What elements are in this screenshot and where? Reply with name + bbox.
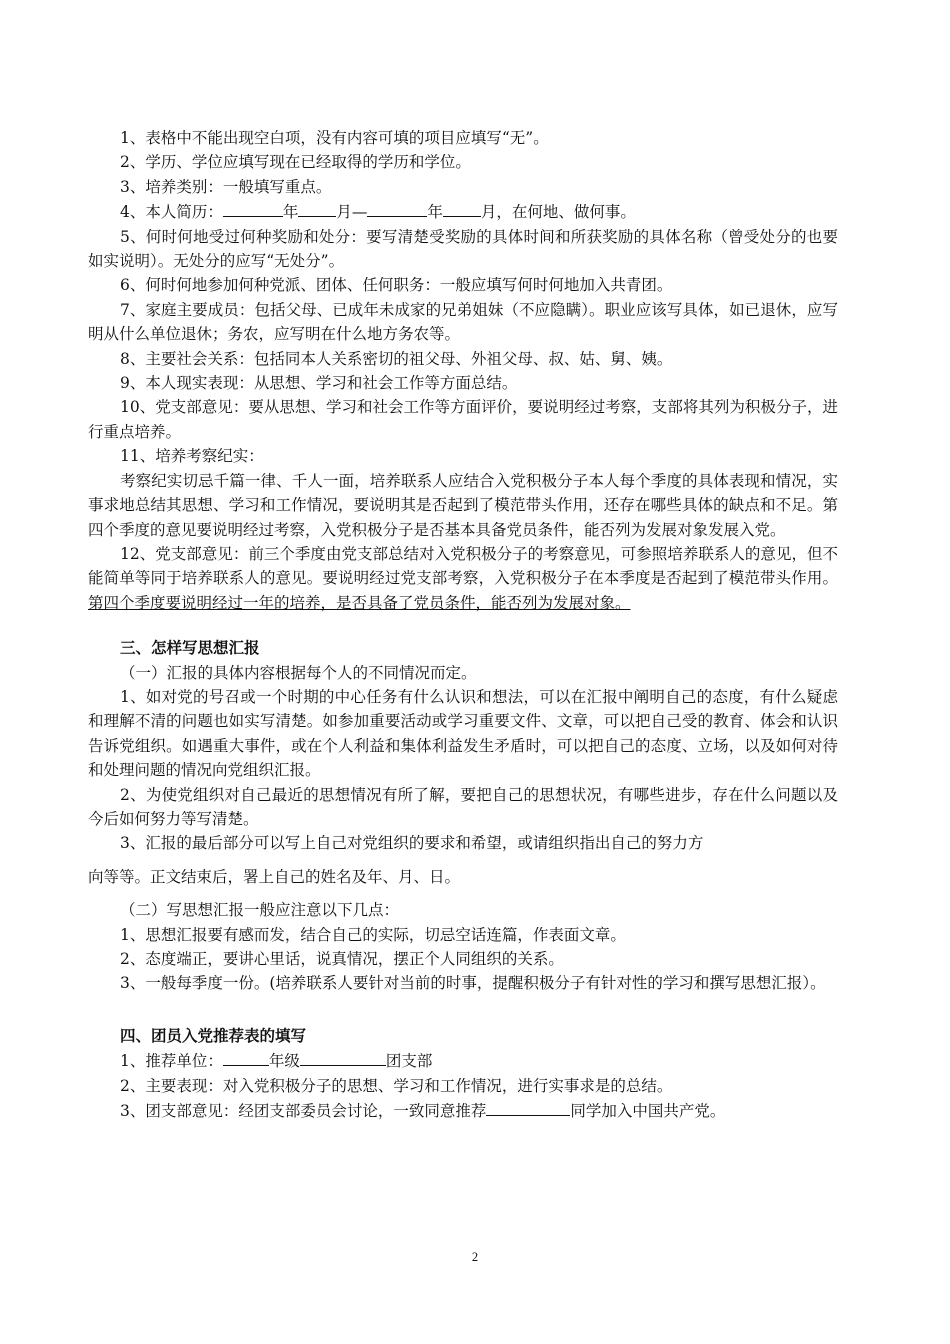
instruction-item: 7、家庭主要成员：包括父母、已成年未成家的兄弟姐妹（不应隐瞒）。职业应该写具体，如已退休，应写明从什么单位退休；务农，应写明在什么地方务农等。: [88, 300, 838, 344]
instruction-item: 1、表格中不能出现空白项，没有内容可填的项目应填写“无”。: [120, 129, 549, 147]
fill-blank: [298, 199, 336, 217]
instruction-item: 2、学历、学位应填写现在已经取得的学历和学位。: [120, 153, 471, 172]
body-paragraph: 3、汇报的最后部分可以写上自己对党组织的要求和希望，或请组织指出自己的努力方: [120, 834, 704, 853]
instruction-item-12: 12、党支部意见：前三个季度由党支部总结对入党积极分子的考察意见，可参照培养联系人的意见，但不能简单等同于培养联系人的意见。要说明经过党支部考察，入党积极分子在本季度是否起到了模范带头作用。第四个季度要说明经过一年的培养，是否具备了党员条件，能否列为发展对象。: [88, 544, 838, 612]
form-item-unit: 1、推荐单位： 年级 团支部: [88, 1048, 838, 1073]
body-paragraph: 2、为使党组织对自己最近的思想情况有所了解，要把自己的思想状况，有哪些进步，存在什么问题以及今后如何努力等写清楚。: [88, 785, 838, 828]
instruction-item: 5、何时何地受过何种奖励和处分：要写清楚受奖励的具体时间和所获奖励的具体名称（曾受处分的也要如实说明）。无处分的应写“无处分”。: [88, 227, 838, 271]
body-paragraph: 1、如对党的号召或一个时期的中心任务有什么认识和想法，可以在汇报中阐明自己的态度，有什么疑虑和理解不清的问题也如实写清楚。如参加重要活动或学习重要文件、文章，可以把自己受的教育、体会和认识告诉党组织。如遇重大事件，或在个人利益和集体利益发生矛盾时，可以把自己的态度、立场，以及如何对待和处理问题的情况向党组织汇报。: [88, 687, 838, 780]
instruction-item-resume: 4、本人简历： 年 月— 年 月，在何地、做何事。: [88, 199, 838, 224]
underlined-text: 第四个季度要说明经过一年的培养，是否具备了党员条件，能否列为发展对象。: [88, 593, 631, 612]
section-heading: 三、怎样写思想汇报: [120, 638, 260, 658]
fill-blank: [223, 1048, 269, 1066]
instruction-paragraph: 考察纪实切忌千篇一律、千人一面，培养联系人应结合入党积极分子本人每个季度的具体表现和情况，实事求地总结其思想、学习和工作情况，要说明其是否起到了模范带头作用，还存在哪些具体的缺点和不足。第四个季度的意见要说明经过考察，入党积极分子是否基本具备党员条件，能否列为发展对象发展入党。: [88, 471, 838, 539]
subsection-heading: （一）汇报的具体内容根据每个人的不同情况而定。: [120, 663, 477, 682]
instruction-item: 6、何时何地参加何种党派、团体、任何职务：一般应填写何时何地加入共青团。: [120, 276, 673, 295]
body-paragraph-continued: 向等等。正文结束后，署上自己的姓名及年、月、日。: [88, 867, 461, 886]
fill-blank: [443, 199, 481, 217]
fill-blank: [300, 1048, 386, 1066]
page-number: 2: [471, 1250, 479, 1264]
note-item: 3、一般每季度一份。(培养联系人要针对当前的时事，提醒积极分子有针对性的学习和撰写思想汇报）。: [120, 974, 826, 993]
form-item-opinion: 3、团支部意见：经团支部委员会讨论，一致同意推荐 同学加入中国共产党。: [88, 1098, 838, 1123]
document-body: [88, 126, 838, 1123]
instruction-item: 11、培养考察纪实：: [120, 447, 264, 466]
form-item: 2、主要表现：对入党积极分子的思想、学习和工作情况，进行实事求是的总结。: [120, 1076, 673, 1095]
fill-blank: [223, 199, 283, 217]
instruction-item: 8、主要社会关系：包括同本人关系密切的祖父母、外祖父母、叔、姑、舅、姨。: [120, 349, 673, 368]
instruction-item: 3、培养类别：一般填写重点。: [120, 177, 332, 196]
note-item: 1、思想汇报要有感而发，结合自己的实际，切忌空话连篇，作表面文章。: [120, 925, 626, 944]
section-heading: 四、团员入党推荐表的填写: [120, 1025, 307, 1045]
fill-blank: [486, 1098, 570, 1116]
note-item: 2、态度端正，要讲心里话，说真情况，摆正个人同组织的关系。: [120, 950, 564, 968]
fill-blank: [367, 199, 427, 217]
instruction-item: 10、党支部意见：要从思想、学习和社会工作等方面评价，要说明经过考察，支部将其列为积极分子，进行重点培养。: [88, 398, 838, 441]
instruction-item: 9、本人现实表现：从思想、学习和社会工作等方面总结。: [120, 374, 518, 393]
subsection-heading: （二）写思想汇报一般应注意以下几点：: [120, 901, 400, 920]
